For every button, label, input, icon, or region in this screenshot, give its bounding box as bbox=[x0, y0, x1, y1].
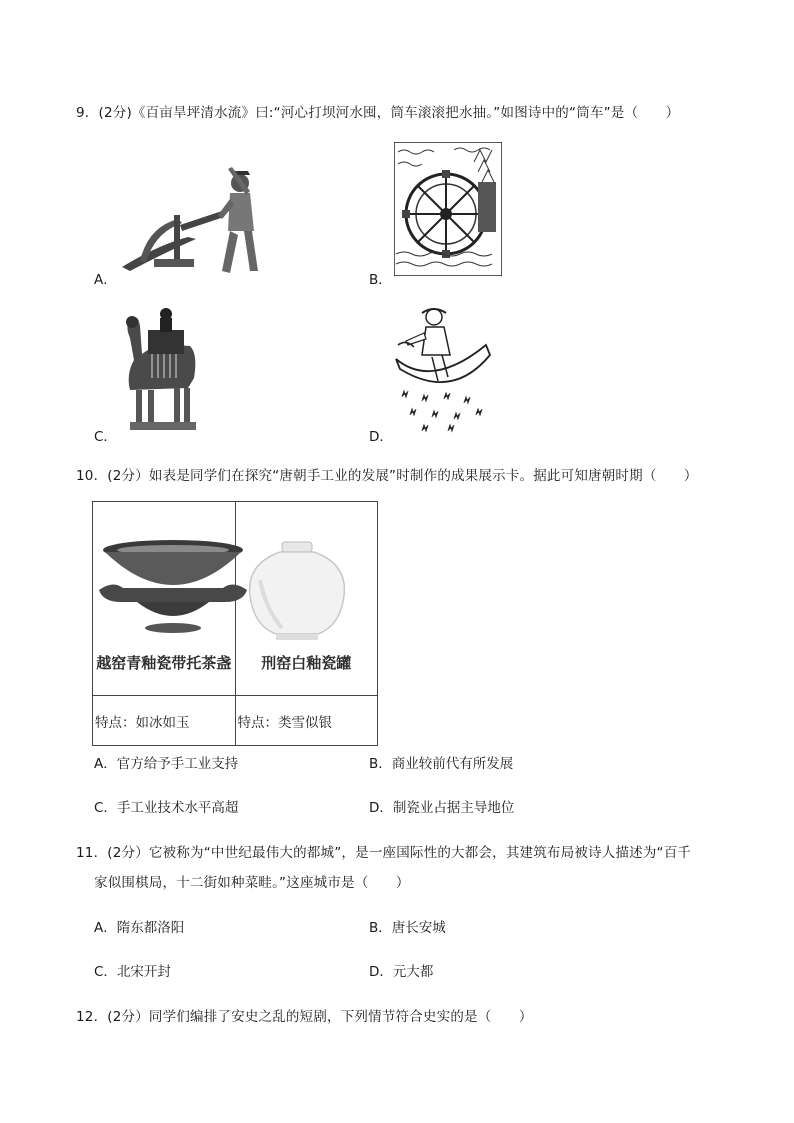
question-11-stem-line2: 家似围棋局，十二街如种菜畦。”这座城市是（ ） bbox=[94, 875, 410, 891]
achievement-display-card bbox=[92, 501, 378, 746]
option-text: 商业较前代有所发展 bbox=[391, 756, 514, 772]
option-label: D． bbox=[369, 964, 393, 980]
option-label: B． bbox=[369, 920, 392, 936]
card-cell-white-jar bbox=[235, 502, 378, 696]
camel-figurine-icon bbox=[120, 304, 200, 436]
tea-bowl-caption: 越窑青釉瓷带托茶盏 bbox=[96, 654, 232, 672]
option-11d[interactable] bbox=[369, 960, 433, 980]
white-jar-caption: 刑窑白釉瓷罐 bbox=[261, 654, 352, 672]
option-label: C． bbox=[94, 800, 117, 816]
option-label: A． bbox=[94, 920, 117, 936]
option-text: 唐长安城 bbox=[391, 920, 446, 936]
option-9c-label[interactable]: C． bbox=[94, 429, 117, 445]
option-text: 北宋开封 bbox=[116, 964, 171, 980]
question-10-stem: 10．(2分）如表是同学们在探究“唐朝手工业的发展”时制作的成果展示卡。据此可知唐朝时期（ ） bbox=[76, 468, 698, 484]
option-label: C． bbox=[94, 964, 117, 980]
option-11b[interactable] bbox=[369, 916, 446, 936]
option-10c[interactable] bbox=[94, 796, 238, 816]
option-11a[interactable] bbox=[94, 916, 184, 936]
white-jar-feature: 特点：类雪似银 bbox=[235, 696, 378, 746]
option-text: 元大都 bbox=[392, 964, 434, 980]
option-9d-label[interactable]: D． bbox=[369, 429, 393, 445]
question-11-stem-line1: 11．(2分）它被称为“中世纪最伟大的都城”，是一座国际性的大都会，其建筑布局被诗人描述为“百千 bbox=[76, 845, 692, 861]
option-label: A． bbox=[94, 756, 117, 772]
option-text: 手工业技术水平高超 bbox=[116, 800, 239, 816]
option-10b[interactable] bbox=[369, 752, 513, 772]
option-10a[interactable] bbox=[94, 752, 238, 772]
option-label: D． bbox=[369, 800, 393, 816]
tea-bowl-feature: 特点：如冰如玉 bbox=[93, 696, 236, 746]
tea-bowl-icon bbox=[93, 536, 253, 646]
option-11c[interactable] bbox=[94, 960, 171, 980]
option-text: 官方给予手工业支持 bbox=[116, 756, 239, 772]
option-label: B． bbox=[369, 756, 392, 772]
option-text: 隋东都洛阳 bbox=[116, 920, 185, 936]
option-10d[interactable] bbox=[369, 796, 514, 816]
card-cell-tea-bowl bbox=[93, 502, 236, 696]
option-9b-label[interactable]: B． bbox=[369, 272, 392, 288]
waterwheel-woodcut-icon bbox=[394, 142, 502, 276]
question-9-stem: 9．(2分)《百亩旱坪清水流》曰:“河心打坝河水囤，筒车滚滚把水抽。”如图诗中的“筒车”是（ ） bbox=[76, 105, 680, 121]
option-9a-label[interactable]: A． bbox=[94, 272, 117, 288]
rice-planting-boat-icon bbox=[392, 305, 492, 435]
plow-figure-icon bbox=[118, 165, 263, 277]
question-12-stem: 12．(2分）同学们编排了安史之乱的短剧，下列情节符合史实的是（ ） bbox=[76, 1009, 533, 1025]
option-text: 制瓷业占据主导地位 bbox=[392, 800, 515, 816]
white-jar-icon bbox=[236, 540, 358, 650]
